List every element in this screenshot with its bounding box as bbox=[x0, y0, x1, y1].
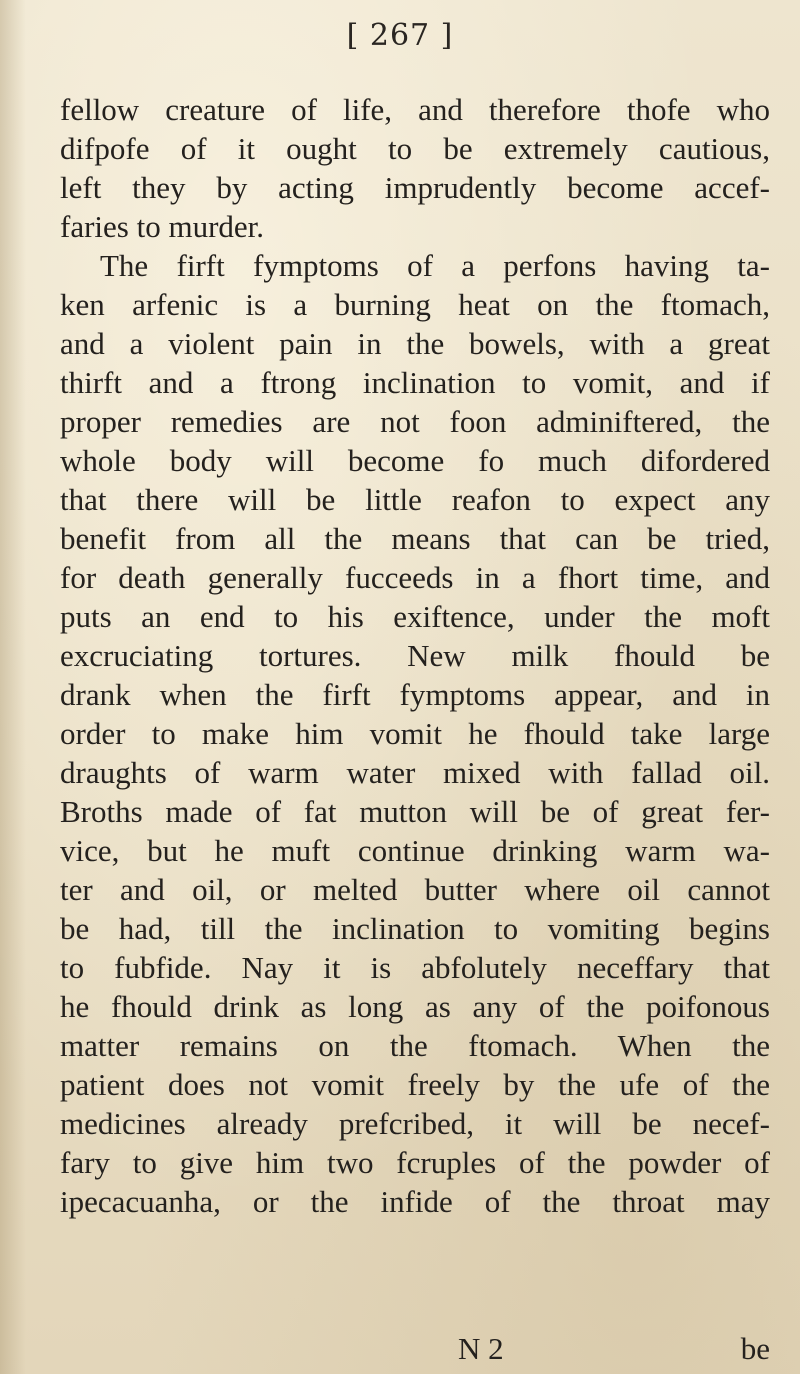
text-line: thirft and a ftrong inclination to vomit, and if bbox=[60, 365, 770, 400]
text-line: The firft fymptoms of a perfons having ta- bbox=[100, 248, 770, 283]
text-line: benefit from all the means that can be tried, bbox=[60, 521, 770, 556]
text-line: ipecacuanha, or the infide of the throat may bbox=[60, 1184, 770, 1219]
signature-mark: N 2 bbox=[458, 1331, 504, 1366]
text-line: excruciating tortures. New milk fhould be bbox=[60, 638, 770, 673]
text-line: to fubfide. Nay it is abfolutely neceffary that bbox=[60, 950, 770, 985]
catchword: be bbox=[740, 1331, 770, 1366]
text-line: vice, but he muft continue drinking warm wa- bbox=[60, 833, 770, 868]
text-line: that there will be little reafon to expect any bbox=[60, 482, 770, 517]
page-number-header: [ 267 ] bbox=[346, 18, 454, 53]
text-line: ken arfenic is a burning heat on the ftomach, bbox=[60, 287, 770, 322]
page-fold-shadow bbox=[0, 0, 26, 1374]
page-footer bbox=[60, 1331, 770, 1367]
text-line: patient does not vomit freely by the ufe of the bbox=[60, 1067, 770, 1102]
text-line: left they by acting imprudently become accef- bbox=[60, 170, 770, 205]
text-line: be had, till the inclination to vomiting begins bbox=[60, 911, 770, 946]
text-line: order to make him vomit he fhould take large bbox=[60, 716, 770, 751]
text-line: proper remedies are not foon adminiftered, the bbox=[60, 404, 770, 439]
text-line: for death generally fucceeds in a fhort time, and bbox=[60, 560, 770, 595]
text-line: whole body will become fo much difordered bbox=[60, 443, 770, 478]
text-line: draughts of warm water mixed with fallad oil. bbox=[60, 755, 770, 790]
text-line: faries to murder. bbox=[60, 209, 265, 244]
text-line: fellow creature of life, and therefore thofe who bbox=[60, 92, 770, 127]
text-line: ter and oil, or melted butter where oil cannot bbox=[60, 872, 770, 907]
text-line: medicines already prefcribed, it will be necef- bbox=[60, 1106, 770, 1141]
text-line: matter remains on the ftomach. When the bbox=[60, 1028, 770, 1063]
text-line: difpofe of it ought to be extremely cautious, bbox=[60, 131, 770, 166]
text-line: fary to give him two fcruples of the powder of bbox=[60, 1145, 770, 1180]
text-line: drank when the firft fymptoms appear, and in bbox=[60, 677, 770, 712]
text-line: he fhould drink as long as any of the poifonous bbox=[60, 989, 770, 1024]
text-line: Broths made of fat mutton will be of great fer- bbox=[60, 794, 770, 829]
text-line: and a violent pain in the bowels, with a great bbox=[60, 326, 770, 361]
body-text bbox=[60, 90, 770, 1221]
text-line: puts an end to his exiftence, under the moft bbox=[60, 599, 770, 634]
